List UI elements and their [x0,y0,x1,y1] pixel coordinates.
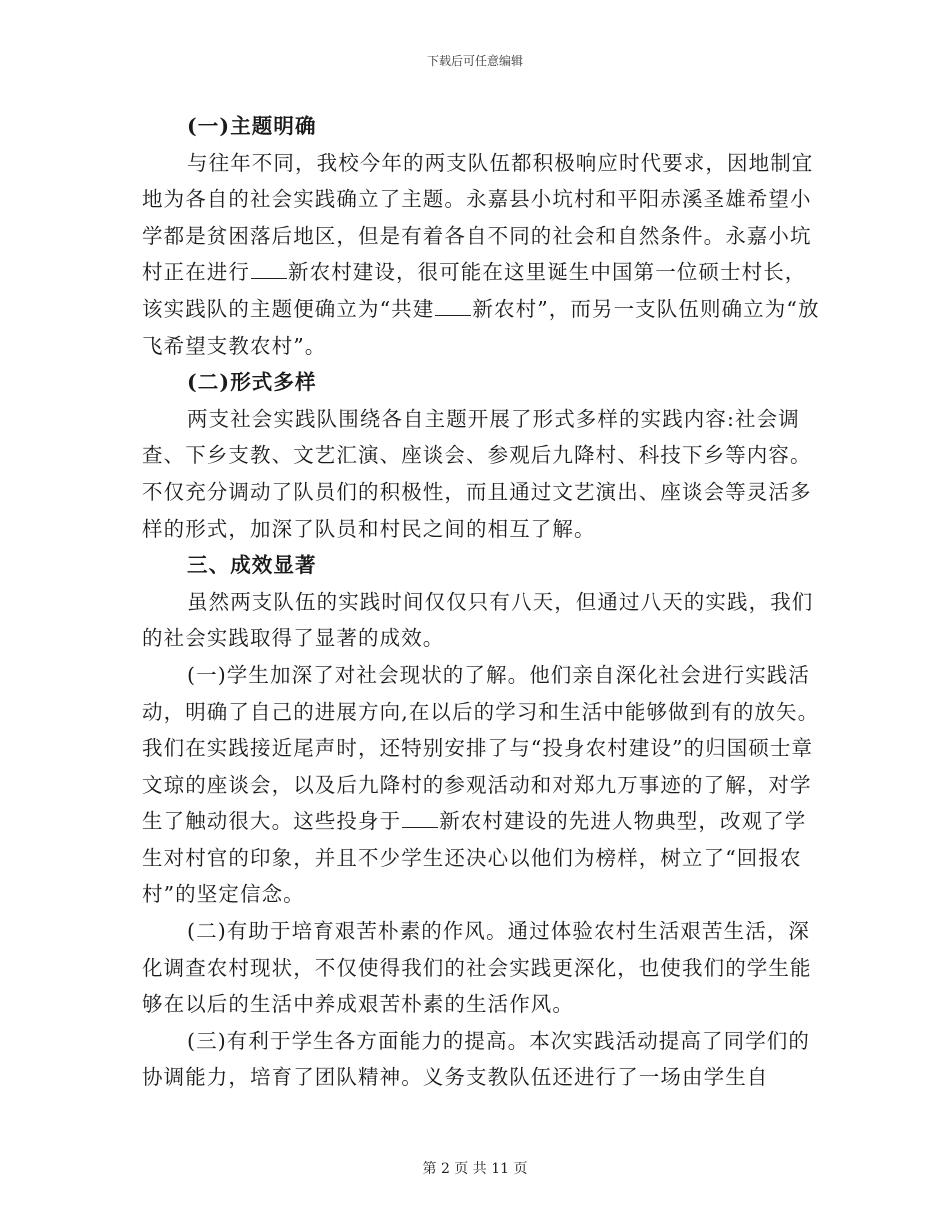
paragraph-result-3: (三)有利于学生各方面能力的提高。本次实践活动提高了同学们的协调能力，培育了团队精神。义务支教队伍还进行了一场由学生自 [142,1028,810,1090]
section-heading-results: 三、成效显著 [187,553,317,578]
paragraph-text: 新农村”，而另一支队伍则确立为“放飞希望支教农村”。 [142,296,820,358]
paragraph-theme [142,145,822,365]
paragraph-forms: 两支社会实践队围绕各自主题开展了形式多样的实践内容:社会调查、下乡支教、文艺汇演、座谈会、参观后九降村、科技下乡等内容。不仅充分调动了队员们的积极性，而且通过文艺演出、座谈会等灵活多样的形式，加深了队员和村民之间的相互了解。 [142,406,812,541]
paragraph-result-1 [142,657,822,913]
paragraph-result-2: (二)有助于培育艰苦朴素的作风。通过体验农村生活艰苦生活，深化调查农村现状，不仅使得我们的社会实践更深化，也使我们的学生能够在以后的生活中养成艰苦朴素的生活作风。 [142,919,812,1017]
document-body [142,108,822,1096]
blank-underline [435,297,471,316]
page-footer: 第 2 页 共 11 页 [422,1161,528,1177]
paragraph-text: 与往年不同，我校今年的两支队伍都积极响应时代要求，因地制宜地为各自的社会实践确立了主题。永嘉县小坑村和平阳赤溪圣雄希望小学都是贫困落后地区，但是有着各自不同的社会和自然条件。永嘉小坑村正在进行 [142,150,814,285]
page-header: 下载后可任意编辑 [426,54,523,68]
blank-underline [402,809,438,828]
paragraph-text: (一)学生加深了对社会现状的了解。他们亲自深化社会进行实践活动，明确了自己的进展方向,在以后的学习和生活中能够做到有的放矢。我们在实践接近尾声时，还特别安排了与“投身农村建设”的归国硕士章文琼的座谈会，以及后九降村的参观活动和对郑九万事迹的了解，对学生了触动很大。这些投身于 [142,662,820,834]
section-heading-theme: (一)主题明确 [187,114,317,138]
paragraph-results: 虽然两支队伍的实践时间仅仅只有八天，但通过八天的实践，我们的社会实践取得了显著的成效。 [142,589,814,651]
paragraph-text: 新农村建设的先进人物典型，改观了学生对村官的印象，并且不少学生还决心以他们为榜样，树立了“回报农村”的坚定信念。 [142,809,807,907]
blank-underline [251,260,287,279]
paragraph-text: 新农村建设，很可能在这里诞生中国第一位硕士村长，该实践队的主题便确立为“共建 [142,260,807,321]
section-heading-forms: (二)形式多样 [187,370,317,395]
